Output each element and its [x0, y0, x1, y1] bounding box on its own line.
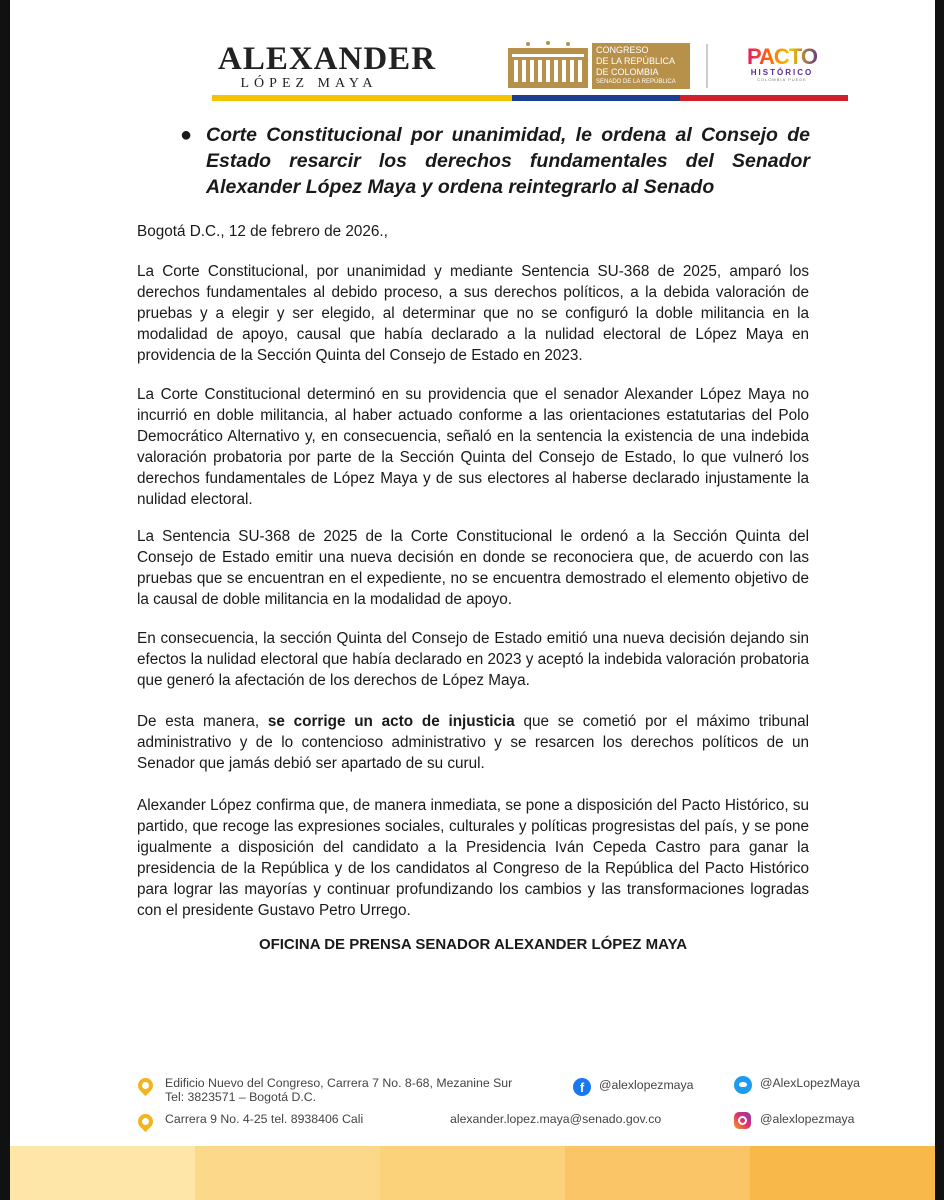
address-bogota: [138, 1076, 512, 1104]
twitter-handle-text: @AlexLopezMaya: [760, 1076, 860, 1090]
stripe-blue: [512, 95, 680, 101]
flag-stripe: [212, 95, 848, 101]
capitol-icon: [508, 40, 592, 90]
paragraph-5: [137, 711, 809, 774]
paragraph-5-end: que se cometió por el máximo tribunal administrativo y de lo contencioso administrativo y se resarcen los derechos políticos de un Senador que jamás debió ser apartado de su curul.: [137, 713, 809, 772]
congress-text-box: [592, 43, 690, 89]
address-cali: [138, 1112, 363, 1129]
stripe-red: [680, 95, 848, 101]
twitter-icon: [734, 1076, 752, 1094]
paragraph-4: En consecuencia, la sección Quinta del Consejo de Estado emitió una nueva decisión dejando sin efectos la nulidad electoral que había declarado en 2023 y aceptó la indebida valoración probatoria que generó la afectación de los derechos de López Maya.: [137, 630, 809, 689]
facebook-handle-text: @alexlopezmaya: [599, 1078, 694, 1092]
bullet-icon: ●: [180, 124, 193, 146]
left-frame-edge: [0, 0, 10, 1200]
congress-line-3: DE COLOMBIA: [596, 67, 659, 77]
band-segment: [565, 1146, 750, 1200]
band-segment: [750, 1146, 935, 1200]
logo-name: ALEXANDER: [218, 41, 437, 77]
press-office-signature: OFICINA DE PRENSA SENADOR ALEXANDER LÓPEZ MAYA: [258, 936, 688, 953]
letterhead: [212, 38, 848, 104]
right-frame-edge: [935, 0, 944, 1200]
logo-subname: LÓPEZ MAYA: [240, 76, 378, 91]
band-segment: [10, 1146, 195, 1200]
facebook-handle[interactable]: [573, 1078, 694, 1096]
historico-word: HISTÓRICO: [750, 68, 814, 77]
paragraph-1: La Corte Constitucional, por unanimidad y mediante Sentencia SU-368 de 2025, amparó los derechos fundamentales al debido proceso, a sus derechos políticos, a la debida valoración de pruebas y a elegir y ser elegido, al determinar que no se configuró la doble militancia en la modalidad de apoyo, causal que había declarado a la nulidad electoral de López Maya en providencia de la Sección Quinta del Consejo de Estado en 2023.: [137, 263, 809, 364]
paragraph-5-emphasis: se corrige un acto de injusticia: [267, 713, 515, 730]
email-link[interactable]: [450, 1112, 661, 1126]
band-segment: [380, 1146, 565, 1200]
congress-line-1: CONGRESO: [596, 45, 649, 55]
email-text: alexander.lopez.maya@senado.gov.co: [450, 1112, 662, 1126]
headline-block: [180, 122, 810, 200]
footer-color-band: [10, 1146, 935, 1200]
date-line: Bogotá D.C., 12 de febrero de 2026.,: [137, 223, 388, 240]
pacto-historico-logo: [742, 46, 822, 86]
facebook-icon: f: [573, 1078, 591, 1096]
colombia-puede-tagline: COLOMBIA PUEDE: [757, 77, 807, 82]
location-pin-icon: [135, 1075, 156, 1096]
instagram-icon: [734, 1112, 751, 1129]
pacto-word: PACTO: [742, 46, 822, 68]
instagram-handle-text: @alexlopezmaya: [760, 1112, 855, 1126]
stripe-yellow: [212, 95, 512, 101]
footer-contacts: [0, 1068, 944, 1138]
congress-subtitle: SENADO DE LA REPÚBLICA: [596, 79, 676, 85]
header-divider: [706, 44, 708, 88]
instagram-handle[interactable]: [734, 1112, 855, 1129]
paragraph-3: La Sentencia SU-368 de 2025 de la Corte Constitucional le ordenó a la Sección Quinta del Consejo de Estado emitir una nueva decisión en donde se reconociera que, de acuerdo con las pruebas que se encuentran en el expediente, no se encuentra demostrado el elemento objetivo de la causal de doble militancia en la modalidad de apoyo.: [137, 528, 809, 608]
paragraph-6: Alexander López confirma que, de manera inmediata, se pone a disposición del Pacto Histórico, su partido, que recoge las expresiones sociales, culturales y políticas progresistas del país, y se pone igualmente a disposición del candidato a la Presidencia Iván Cepeda Castro para ganar la presidencia de la República y de los candidatos al Congreso de la República del Pacto Histórico para lograr las mayorías y continuar profundizando los cambios y las transformaciones logradas con el presidente Gustavo Petro Urrego.: [137, 797, 809, 919]
congress-logo: [508, 40, 708, 90]
headline: Corte Constitucional por unanimidad, le ordena al Consejo de Estado resarcir los derechos fundamentales del Senador Alexander López Maya y ordena reintegrarlo al Senado: [206, 124, 810, 198]
address-cali-text: Carrera 9 No. 4-25 tel. 8938406 Cali: [165, 1112, 364, 1126]
address-bogota-line-1: Edificio Nuevo del Congreso, Carrera 7 No. 8-68, Mezanine Sur: [165, 1076, 513, 1090]
paragraph-5-start: De esta manera,: [137, 713, 268, 730]
address-bogota-line-2: Tel: 3823571 – Bogotá D.C.: [165, 1090, 317, 1104]
paragraph-2: La Corte Constitucional determinó en su providencia que el senador Alexander López Maya no incurrió en doble militancia, al haber actuado conforme a las orientaciones estatutarias del Polo Democrático Alternativo y, en consecuencia, señaló en la sentencia la existencia de una indebida valoración probatoria por parte de la Sección Quinta del Consejo de Estado, lo que vulneró los derechos fundamentales de López Maya y de sus electores al haberse declarado injustamente la nulidad electoral.: [137, 386, 809, 508]
twitter-handle[interactable]: [734, 1076, 860, 1094]
location-pin-icon: [135, 1111, 156, 1132]
alexander-lopez-logo: [218, 41, 437, 92]
band-segment: [195, 1146, 380, 1200]
congress-line-2: DE LA REPÚBLICA: [596, 56, 676, 66]
